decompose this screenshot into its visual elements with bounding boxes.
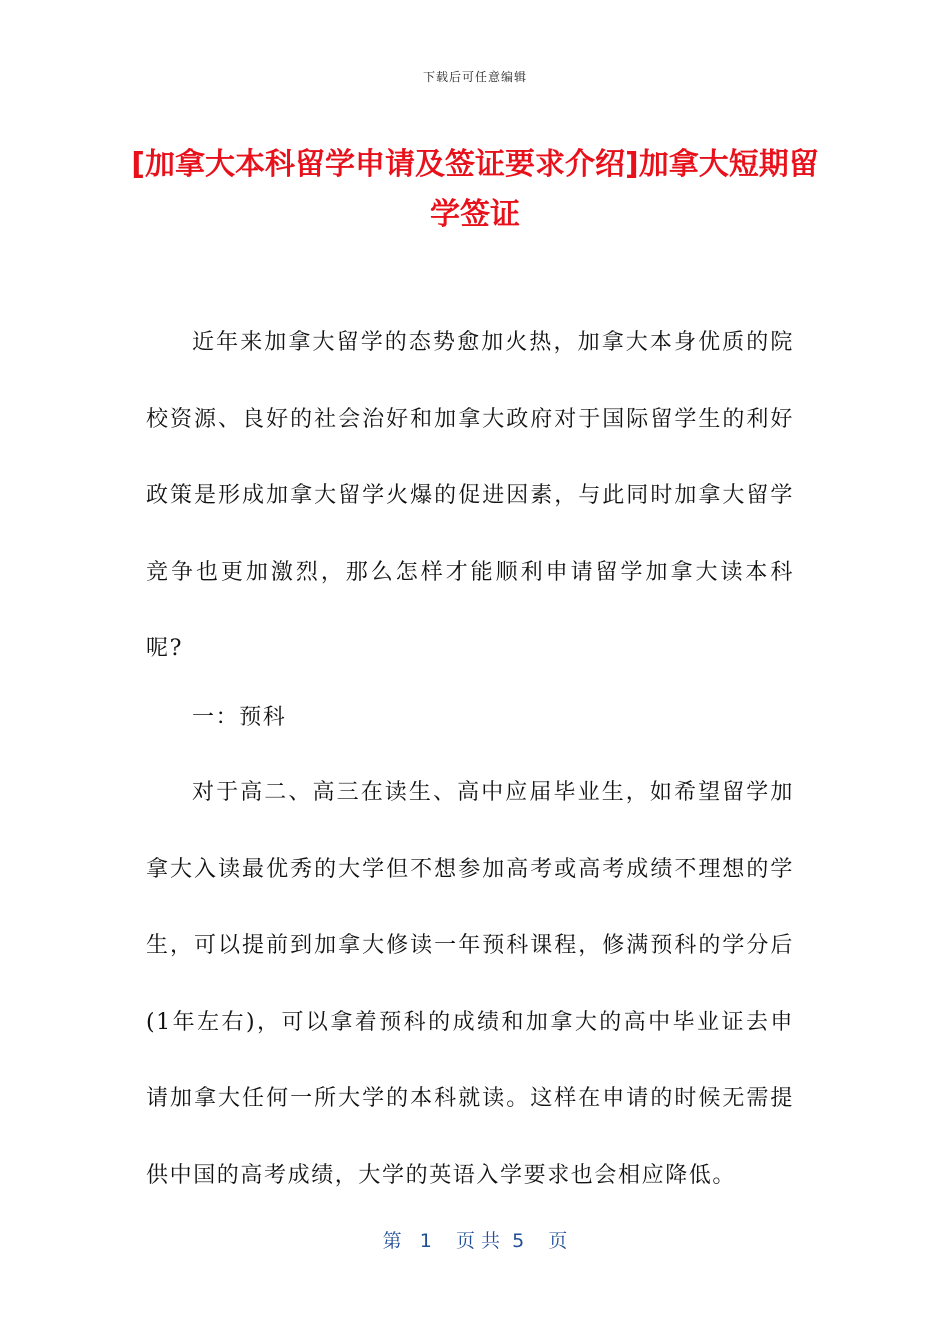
paragraph-preparatory: 对于高二、高三在读生、高中应届毕业生，如希望留学加拿大入读最优秀的大学但不想参加高考或高考成绩不理想的学生，可以提前到加拿大修读一年预科课程，修满预科的学分后(1年左右)，可以拿着预科的成绩和加拿大的高中毕业证去申请加拿大任何一所大学的本科就读。这样在申请的时候无需提供中国的高考成绩，大学的英语入学要求也会相应降低。	[146, 780, 794, 1188]
header-note: 下载后可任意编辑	[422, 70, 527, 84]
page-number-footer: 第 1 页 共 5 页	[382, 1230, 568, 1252]
paragraph-intro: 近年来加拿大留学的态势愈加火热，加拿大本身优质的院校资源、良好的社会治好和加拿大政府对于国际留学生的利好政策是形成加拿大留学火爆的促进因素，与此同时加拿大留学竞争也更加激烈，那么怎样才能顺利申请留学加拿大读本科呢?	[146, 330, 794, 661]
document-title: [加拿大本科留学申请及签证要求介绍]加拿大短期留学签证	[131, 147, 819, 232]
section-heading: 一：预科	[192, 705, 287, 730]
